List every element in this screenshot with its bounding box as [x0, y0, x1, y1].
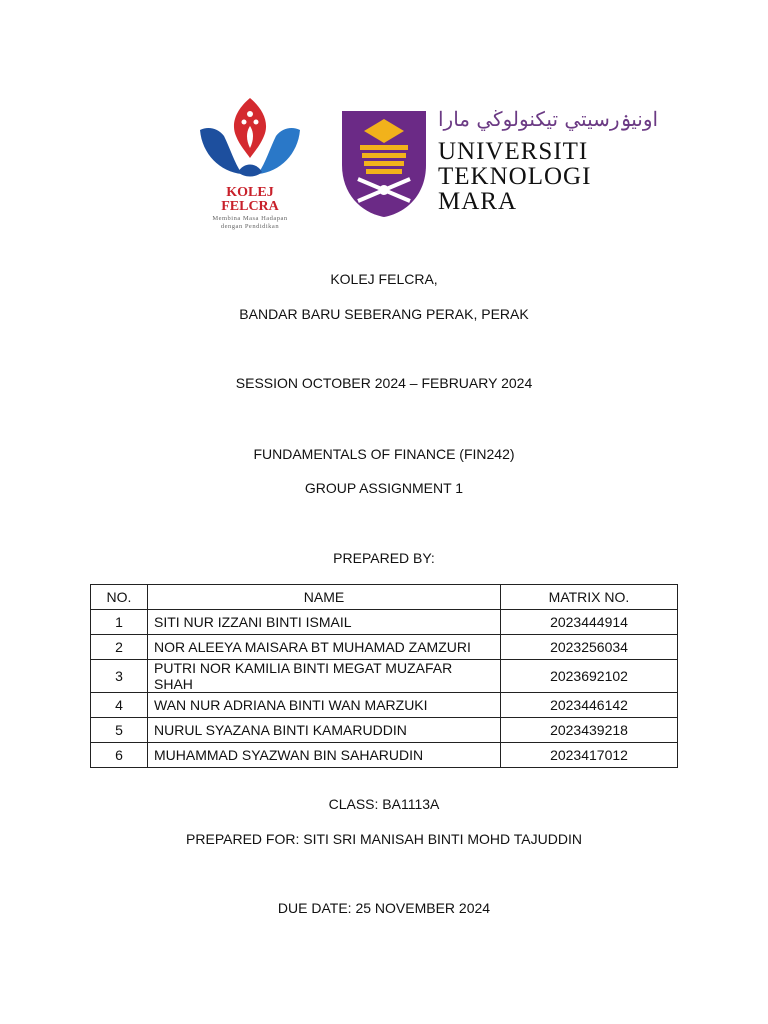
matrix-number: 2023439218 — [501, 718, 678, 743]
matrix-number: 2023444914 — [501, 610, 678, 635]
felcra-logo-text-line1: KOLEJ — [226, 185, 274, 200]
table-row — [91, 693, 678, 718]
assignment-title: GROUP ASSIGNMENT 1 — [304, 480, 464, 496]
member-name: NOR ALEEYA MAISARA BT MUHAMAD ZAMZURI — [148, 635, 501, 660]
matrix-number: 2023692102 — [501, 660, 678, 693]
college-location: BANDAR BARU SEBERANG PERAK, PERAK — [239, 306, 529, 322]
felcra-logo-text-line2: FELCRA — [221, 199, 279, 214]
uitm-jawi-name: اونيۏرسيتي تيكنولوڬي مارا — [438, 107, 659, 131]
table-row — [91, 610, 678, 635]
class-line: CLASS: BA1113A — [328, 796, 440, 812]
member-name: PUTRI NOR KAMILIA BINTI MEGAT MUZAFAR SHAH — [148, 660, 501, 693]
felcra-tagline-line1: Membina Masa Hadapan — [212, 215, 288, 222]
header-name: NAME — [148, 585, 501, 610]
uitm-logo — [340, 107, 659, 227]
matrix-number: 2023417012 — [501, 743, 678, 768]
row-number: 6 — [91, 743, 148, 768]
header-no: NO. — [91, 585, 148, 610]
uitm-name-line2: TEKNOLOGI — [438, 163, 592, 190]
session-line: SESSION OCTOBER 2024 – FEBRUARY 2024 — [235, 375, 533, 391]
matrix-number: 2023256034 — [501, 635, 678, 660]
row-number: 1 — [91, 610, 148, 635]
member-name: MUHAMMAD SYAZWAN BIN SAHARUDIN — [148, 743, 501, 768]
table-row — [91, 718, 678, 743]
group-members-table — [90, 584, 678, 768]
prepared-for-line: PREPARED FOR: SITI SRI MANISAH BINTI MOHD TAJUDDIN — [186, 831, 582, 847]
member-name: WAN NUR ADRIANA BINTI WAN MARZUKI — [148, 693, 501, 718]
felcra-tagline-line2: dengan Pendidikan — [220, 223, 280, 230]
header-matrix: MATRIX NO. — [501, 585, 678, 610]
felcra-emblem-icon — [180, 92, 320, 188]
logos-banner — [180, 92, 659, 237]
matrix-number: 2023446142 — [501, 693, 678, 718]
table-row — [91, 743, 678, 768]
prepared-by-label: PREPARED BY: — [333, 550, 435, 566]
due-date-line: DUE DATE: 25 NOVEMBER 2024 — [277, 900, 491, 916]
kolej-felcra-logo — [180, 92, 320, 232]
table-row — [91, 660, 678, 693]
row-number: 4 — [91, 693, 148, 718]
table-row — [91, 635, 678, 660]
member-name: NURUL SYAZANA BINTI KAMARUDDIN — [148, 718, 501, 743]
row-number: 3 — [91, 660, 148, 693]
table-header-row — [91, 585, 678, 610]
course-title: FUNDAMENTALS OF FINANCE (FIN242) — [253, 446, 515, 462]
row-number: 2 — [91, 635, 148, 660]
member-name: SITI NUR IZZANI BINTI ISMAIL — [148, 610, 501, 635]
uitm-shield-icon — [340, 109, 428, 219]
uitm-name-line1: UNIVERSITI — [438, 138, 589, 165]
college-name: KOLEJ FELCRA, — [330, 271, 438, 287]
row-number: 5 — [91, 718, 148, 743]
uitm-name-line3: MARA — [438, 188, 518, 215]
